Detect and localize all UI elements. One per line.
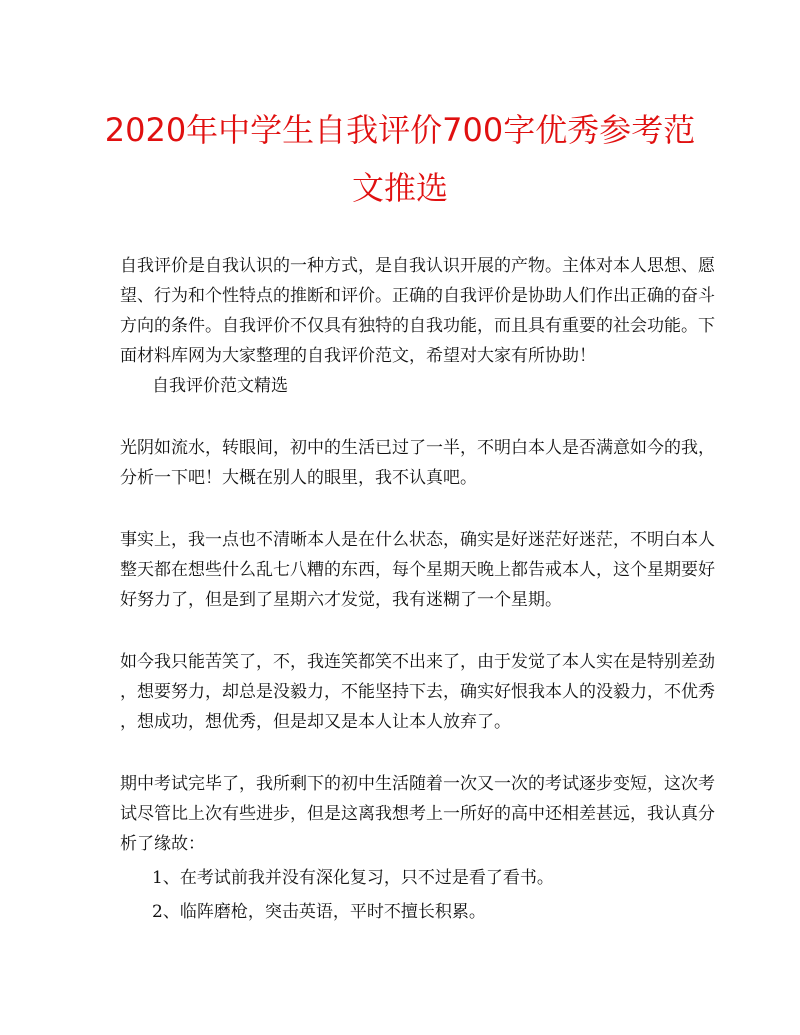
paragraph-line: 望、行为和个性特点的推断和评价。正确的自我评价是协助人们作出正确的奋斗 xyxy=(120,286,715,306)
paragraph-line: 试尽管比上次有些进步，但是这离我想考上一所好的高中还相差甚远，我认真分 xyxy=(120,804,715,824)
paragraph-line: ，想要努力，却总是没毅力，不能坚持下去，确实好恨我本人的没毅力，不优秀 xyxy=(120,682,715,702)
paragraph-line: 方向的条件。自我评价不仅具有独特的自我功能，而且具有重要的社会功能。下 xyxy=(120,316,715,336)
paragraph-line: 分析一下吧！大概在别人的眼里，我不认真吧。 xyxy=(120,468,477,488)
paragraph-line: 如今我只能苦笑了，不，我连笑都笑不出来了，由于发觉了本人实在是特别差劲 xyxy=(120,652,715,672)
paragraph-line: 自我评价是自我认识的一种方式，是自我认识开展的产物。主体对本人思想、愿 xyxy=(120,256,715,276)
document-title-line-2: 文推选 xyxy=(351,169,448,207)
list-item: 2、临阵磨枪，突击英语，平时不擅长积累。 xyxy=(152,902,486,922)
paragraph-line: 期中考试完毕了，我所剩下的初中生活随着一次又一次的考试逐步变短，这次考 xyxy=(120,774,715,794)
section-subheading: 自我评价范文精选 xyxy=(152,376,288,396)
paragraph-line: 事实上，我一点也不清晰本人是在什么状态，确实是好迷茫好迷茫，不明白本人 xyxy=(120,530,715,550)
paragraph-line: 好努力了，但是到了星期六才发觉，我有迷糊了一个星期。 xyxy=(120,590,562,610)
list-item: 1、在考试前我并没有深化复习，只不过是看了看书。 xyxy=(152,868,554,888)
document-title-line-1: 2020年中学生自我评价700字优秀参考范 xyxy=(104,111,696,149)
paragraph-line: 整天都在想些什么乱七八糟的东西，每个星期天晚上都告戒本人，这个星期要好 xyxy=(120,560,715,580)
paragraph-line: ，想成功，想优秀，但是却又是本人让本人放弃了。 xyxy=(120,712,511,732)
paragraph-line: 面材料库网为大家整理的自我评价范文，希望对大家有所协助！ xyxy=(120,346,596,366)
paragraph-line: 析了缘故： xyxy=(120,834,205,854)
paragraph-line: 光阴如流水，转眼间，初中的生活已过了一半，不明白本人是否满意如今的我， xyxy=(120,438,715,458)
